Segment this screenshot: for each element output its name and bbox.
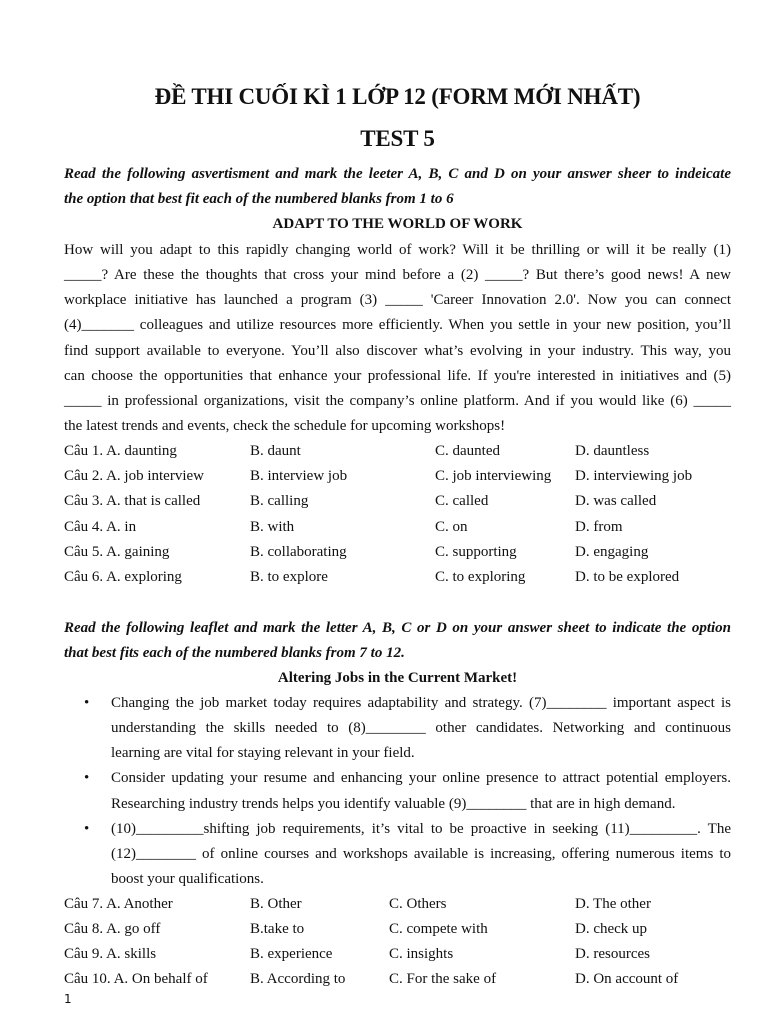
question-option-d: D. On account of [575, 971, 679, 987]
question-row [64, 515, 744, 540]
question-option-a: Câu 8. A. go off [64, 921, 161, 937]
question-option-c: C. insights [389, 946, 454, 962]
question-option-d: D. The other [575, 896, 651, 912]
document-title: ĐỀ THI CUỐI KÌ 1 LỚP 12 (FORM MỚI NHẤT) [154, 84, 641, 109]
question-row [64, 892, 744, 917]
passage-line: workplace initiative has launched a program (3) _____ 'Career Innovation 2.0'. Now you can connect [64, 292, 731, 308]
section2-instruction-line-1: Read the following leaflet and mark the letter A, B, C or D on your answer sheet to indicate the option [64, 620, 731, 636]
question-option-b: B.take to [250, 921, 305, 937]
question-option-a: Câu 5. A. gaining [64, 544, 170, 560]
question-option-a: Câu 1. A. daunting [64, 443, 177, 459]
question-option-d: D. was called [575, 493, 657, 509]
section2-instruction-line-2: that best fits each of the numbered blanks from 7 to 12. [64, 645, 405, 661]
question-row [64, 464, 744, 489]
question-option-d: D. dauntless [575, 443, 650, 459]
passage-line: the latest trends and events, check the schedule for upcoming workshops! [64, 418, 506, 434]
question-option-d: D. engaging [575, 544, 649, 560]
question-option-b: B. calling [250, 493, 309, 509]
bullet-line: (12)________ of online courses and workshops available is increasing, offering numerous items to [111, 846, 731, 862]
bullet-line: (10)_________shifting job requirements, it’s vital to be proactive in seeking (11)_________. The [111, 821, 731, 837]
section2-heading: Altering Jobs in the Current Market! [277, 670, 518, 686]
question-row [64, 942, 744, 967]
question-option-d: D. from [575, 519, 623, 535]
passage-line: _____ in professional organizations, visit the company’s online platform. And if you would like (6) _____ [64, 393, 731, 409]
section1-instruction-line-2: the option that best fit each of the numbered blanks from 1 to 6 [64, 191, 454, 207]
question-option-c: C. supporting [435, 544, 517, 560]
question-option-c: C. Others [389, 896, 447, 912]
question-option-b: B. Other [250, 896, 302, 912]
passage-line: can choose the opportunities that enhance your professional life. If you're interested in initiatives and (5) [64, 368, 731, 384]
bullet-line: boost your qualifications. [111, 871, 264, 887]
question-option-a: Câu 2. A. job interview [64, 468, 204, 484]
question-option-d: D. interviewing job [575, 468, 693, 484]
bullet-icon: • [84, 821, 90, 837]
bullet-line: Consider updating your resume and enhancing your online presence to attract potential employers. [111, 770, 731, 786]
question-option-c: C. called [435, 493, 489, 509]
question-row [64, 565, 744, 590]
section1-instruction-line-1: Read the following asvertisment and mark the leeter A, B, C and D on your answer sheer to indeicate [64, 166, 731, 182]
question-option-c: C. on [435, 519, 468, 535]
bullet-icon: • [84, 770, 90, 786]
question-row [64, 967, 744, 992]
passage-line: find support available to everyone. You’ll also discover what’s evolving in your industry. This way, you [64, 343, 731, 359]
question-row [64, 917, 744, 942]
question-option-a: Câu 3. A. that is called [64, 493, 201, 509]
bullet-line: understanding the skills needed to (8)________ other candidates. Networking and continuous [111, 720, 731, 736]
bullet-icon: • [84, 695, 90, 711]
test-number: TEST 5 [360, 126, 435, 151]
question-option-d: D. check up [575, 921, 648, 937]
bullet-line: Researching industry trends helps you identify valuable (9)________ that are in high demand. [111, 796, 676, 812]
question-option-a: Câu 6. A. exploring [64, 569, 182, 585]
question-row [64, 540, 744, 565]
question-option-b: B. to explore [250, 569, 328, 585]
bullet-line: Changing the job market today requires adaptability and strategy. (7)________ important aspect is [111, 695, 731, 711]
question-option-d: D. to be explored [575, 569, 680, 585]
question-option-c: C. to exploring [435, 569, 526, 585]
bullet-line: learning are vital for staying relevant in your field. [111, 745, 415, 761]
section1-heading: ADAPT TO THE WORLD OF WORK [272, 216, 523, 232]
question-option-b: B. with [250, 519, 295, 535]
question-option-c: C. job interviewing [435, 468, 552, 484]
question-option-b: B. interview job [250, 468, 348, 484]
question-option-a: Câu 4. A. in [64, 519, 137, 535]
passage-line: How will you adapt to this rapidly changing world of work? Will it be thrilling or will it be really (1) [64, 242, 731, 258]
question-option-c: C. For the sake of [389, 971, 497, 987]
passage-line: (4)_______ colleagues and utilize resources more efficiently. When you settle in your new position, you’ll [64, 317, 731, 333]
question-option-b: B. According to [250, 971, 346, 987]
passage-line: _____? Are these the thoughts that cross your mind before a (2) _____? But there’s good news! A new [64, 267, 731, 283]
question-option-b: B. experience [250, 946, 333, 962]
question-option-a: Câu 7. A. Another [64, 896, 173, 912]
question-option-c: C. compete with [389, 921, 488, 937]
question-row [64, 439, 744, 464]
question-option-c: C. daunted [435, 443, 500, 459]
question-option-a: Câu 10. A. On behalf of [64, 971, 208, 987]
question-option-d: D. resources [575, 946, 650, 962]
question-row [64, 489, 744, 514]
page-number: 1 [64, 992, 72, 1006]
question-option-b: B. daunt [250, 443, 301, 459]
question-option-b: B. collaborating [250, 544, 347, 560]
question-option-a: Câu 9. A. skills [64, 946, 157, 962]
